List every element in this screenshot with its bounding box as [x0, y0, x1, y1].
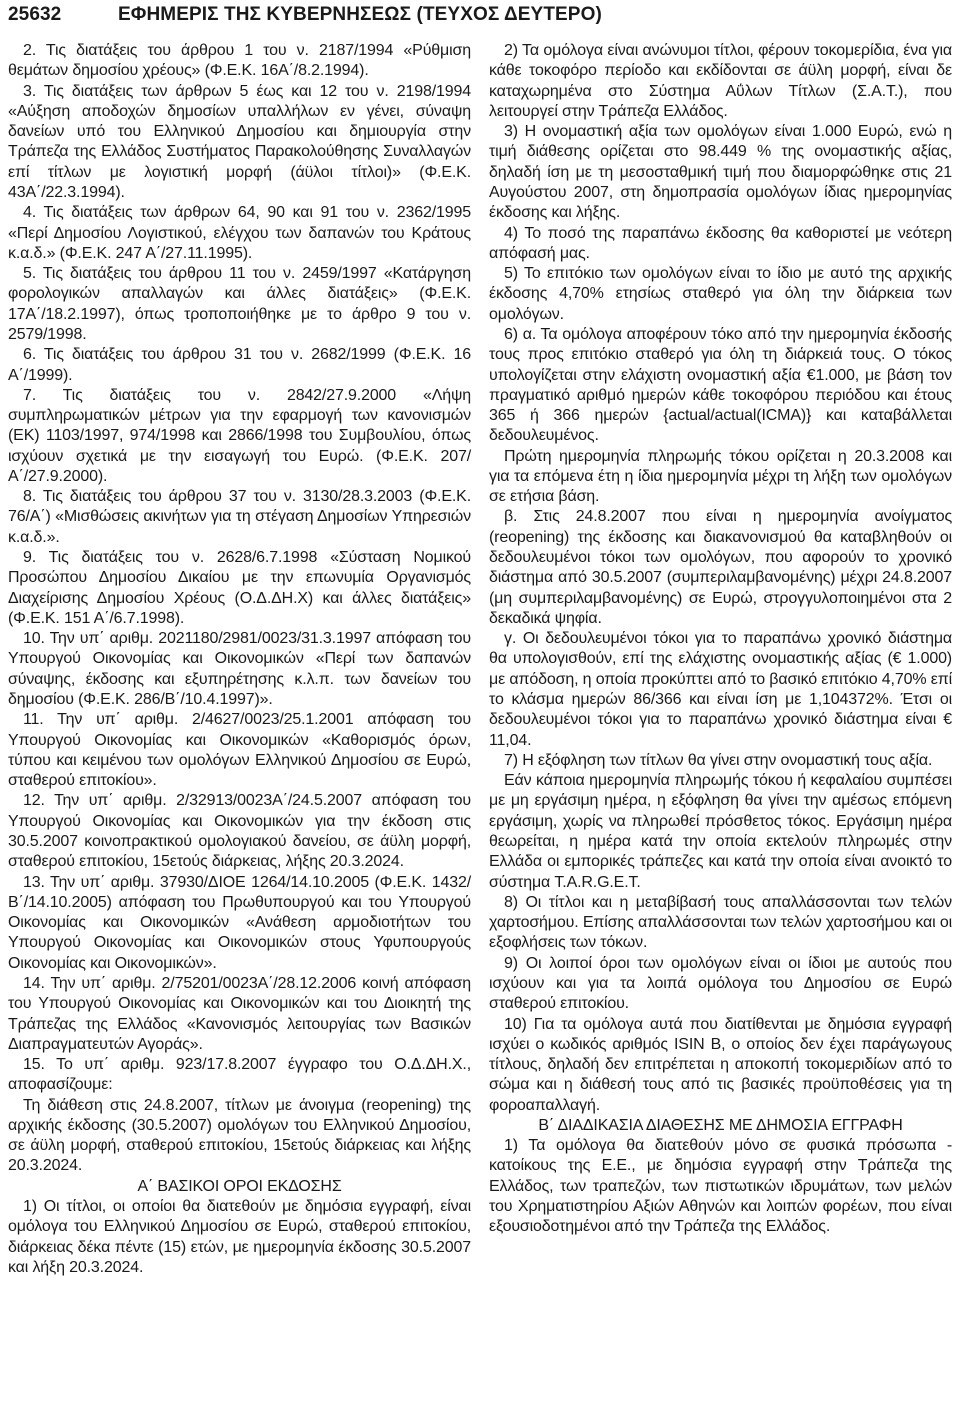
paragraph: 5) Το επιτόκιο των ομολόγων είναι το ίδιο με αυτό της αρχικής έκδοσης 4,70% ετησίως σταθερό για όλη την διάρκεια των ομολόγων.: [489, 265, 952, 323]
paragraph: 8) Οι τίτλοι και η μεταβίβασή τους απαλλάσσονται των τελών χαρτοσήμου. Επίσης απαλλάσσονται των τελών χαρτοσήμου και οι εξοφλήσεις των τόκων.: [489, 893, 952, 952]
section-heading: Β΄ ΔΙΑΔΙΚΑΣΙΑ ΔΙΑΘΕΣΗΣ ΜΕ ΔΗΜΟΣΙΑ ΕΓΓΡΑΦΗ: [538, 1116, 903, 1134]
paragraph: 3) Η ονομαστική αξία των ομολόγων είναι 1.000 Ευρώ, ενώ η τιμή διάθεσης ορίζεται στο 98.449 % της ονομαστικής αξίας, δηλαδή ίση με τη μεσοσταθμική τιμή που διαμορφώθηκε στις 21 Αυγούστου 2007, στη δημοπρασία ομολόγων ίδιας ημερομηνίας έκδοσης και λήξης.: [489, 123, 952, 222]
paragraph: 10) Για τα ομόλογα αυτά που διατίθενται με δημόσια εγγραφή ισχύει ο κωδικός αριθμός ISIN B, ο οποίος δεν έχει παράγωγους τίτλους, δηλαδή δεν επιτρέπεται η αποκοπή τοκομεριδίων από το σώμα και η διάθεσή τους από τις βασικές προϋποθέσεις για τη φοροαπαλλαγή.: [489, 1015, 952, 1114]
paragraph: Πρώτη ημερομηνία πληρωμής τόκου ορίζεται η 20.3.2008 και για τα επόμενα έτη η ίδια ημερομηνία μέχρι τη λήξη των ομολόγων σε ετήσια βάση.: [489, 447, 952, 506]
paragraph: 4) Το ποσό της παραπάνω έκδοσης θα καθοριστεί με νεότερη απόφασή μας.: [489, 224, 952, 262]
paragraph: γ. Οι δεδουλευμένοι τόκοι για το παραπάνω χρονικό διάστημα θα υπολογισθούν, επί της ελάχιστης ονομαστικής αξίας (€ 1.000) με απόδοση, η οποία προκύπτει από το βασικό επιτόκιο 4,70% επί το κλάσμα ημερών 86/366 και είναι ίση με 1,104372%. Έτσι οι δεδουλευμένοι τόκοι για το παραπάνω χρονικό διάστημα είναι € 11,04.: [489, 630, 952, 749]
paragraph: β. Στις 24.8.2007 που είναι η ημερομηνία ανοίγματος (reopening) της έκδοσης και διακανονισμού θα καταβληθούν οι δεδουλευμένοι τόκοι των ομολόγων, που αφορούν το χρονικό διάστημα από 30.5.2007 (συμπεριλαμβανομένης) μέχρι 24.8.2007 (μη συμπεριλαμβανομένης) σε Ευρώ, στρογγυλοποιημένοι στα 2 δεκαδικά ψηφία.: [489, 508, 952, 627]
paragraph: 3. Τις διατάξεις των άρθρων 5 έως και 12 του ν. 2198/1994 «Αύξηση αποδοχών δημοσίων υπαλλήλων εν γένει, σύναψη δανείων υπό του Ελληνικού Δημοσίου και δημιουργία στην Τράπεζα της Ελλάδος Συστήματος Παρακολούθησης Συναλλαγών επί τίτλων με λογιστική μορφή (άϋλοι τίτλοι)» (Φ.Ε.Κ. 43Α΄/22.3.1994).: [8, 82, 471, 201]
left-column: [8, 41, 471, 1278]
paragraph: 13. Την υπ΄ αριθμ. 37930/ΔΙΟΕ 1264/14.10.2005 (Φ.Ε.Κ. 1432/Β΄/14.10.2005) απόφαση του Πρωθυπουργού και του Υπουργού Οικονομίας και Οικονομικών «Ανάθεση αρμοδιοτήτων του Υπουργού Οικονομίας και Οικονομικών στους Υφυπουργούς Οικονομίας και Οικονομικών».: [8, 873, 471, 972]
paragraph: 6. Τις διατάξεις του άρθρου 31 του ν. 2682/1999 (Φ.Ε.Κ. 16 Α΄/1999).: [8, 346, 471, 384]
paragraph: Τη διάθεση στις 24.8.2007, τίτλων με άνοιγμα (reopening) της αρχικής έκδοσης (30.5.2007) ομολόγων του Ελληνικού Δημοσίου, σε άϋλη μορφή, σταθερού επιτοκίου, 15ετούς διάρκειας και λήξης 20.3.2024.: [8, 1096, 471, 1175]
page-number: 25632: [8, 4, 62, 25]
paragraph: 1) Οι τίτλοι, οι οποίοι θα διατεθούν με δημόσια εγγραφή, είναι ομόλογα του Ελληνικού Δημοσίου σε Ευρώ, σταθερού επιτοκίου, διάρκειας δέκα πέντε (15) ετών, με ημερομηνία έκδοσης 30.5.2007 και λήξη 20.3.2024.: [8, 1198, 471, 1276]
paragraph: 7. Τις διατάξεις του ν. 2842/27.9.2000 «Λήψη συμπληρωματικών μέτρων για την εφαρμογή των κανονισμών (ΕΚ) 1103/1997, 974/1998 και 2866/1998 του Συμβουλίου, όπως ισχύουν σχετικά με την εισαγωγή του Ευρώ. (Φ.Ε.Κ. 207/Α΄/27.9.2000).: [8, 386, 471, 485]
paragraph: 1) Τα ομόλογα θα διατεθούν μόνο σε φυσικά πρόσωπα - κατοίκους της Ε.Ε., με δημόσια εγγραφή στην Τράπεζα της Ελλάδος, των τραπεζών, των πιστωτικών ιδρυμάτων, των μελών του Χρηματιστηρίου Αξιών Αθηνών και λοιπών φορέων, που είναι εξουσιοδοτημένοι από την Τράπεζα της Ελλάδος.: [489, 1137, 952, 1236]
paragraph: 7) Η εξόφληση των τίτλων θα γίνει στην ονομαστική τους αξία.: [504, 751, 933, 769]
paragraph: 12. Την υπ΄ αριθμ. 2/32913/0023Α΄/24.5.2007 απόφαση του Υπουργού Οικονομίας και Οικονομικών για την έκδοση στις 30.5.2007 κοινοπρακτικού ομολογιακού δανείου, σε άϋλη μορφή, σταθερού επιτοκίου, 15ετούς διάρκειας, λήξης 20.3.2024.: [8, 792, 471, 871]
paragraph: 5. Τις διατάξεις του άρθρου 11 του ν. 2459/1997 «Κατάργηση φορολογικών απαλλαγών και άλλες διατάξεις» (Φ.Ε.Κ. 17Α΄/18.2.1997), όπως τροποποιήθηκε με το άρθρο 9 του ν. 2579/1998.: [8, 265, 471, 343]
paragraph: 9) Οι λοιποί όροι των ομολόγων είναι οι ίδιοι με αυτούς που ισχύουν και για τα λοιπά ομόλογα του Δημοσίου σε Ευρώ σταθερού επιτοκίου.: [489, 954, 952, 1013]
paragraph: 9. Τις διατάξεις του ν. 2628/6.7.1998 «Σύσταση Νομικού Προσώπου Δημοσίου Δικαίου με την επωνυμία Οργανισμός Διαχείρισης Δημοσίου Χρέους (Ο.Δ.ΔΗ.Χ) και άλλες διατάξεις» (Φ.Ε.Κ. 151 Α΄/6.7.1998).: [8, 549, 471, 627]
section-heading: Α΄ ΒΑΣΙΚΟΙ ΟΡΟΙ ΕΚΔΟΣΗΣ: [137, 1177, 342, 1195]
paragraph: 4. Τις διατάξεις των άρθρων 64, 90 και 91 του ν. 2362/1995 «Περί Δημοσίου Λογιστικού, ελέγχου των δαπανών του Κράτους κ.α.δ.» (Φ.Ε.Κ. 247 Α΄/27.11.1995).: [8, 204, 471, 262]
paragraph: 2) Τα ομόλογα είναι ανώνυμοι τίτλοι, φέρουν τοκομερίδια, ένα για κάθε τοκοφόρο περίοδο και εκδίδονται σε άϋλη μορφή, είναι δε καταχωρημένα στο Σύστημα Αΰλων Τίτλων (Σ.Α.Τ.), που λειτουργεί στην Τράπεζα Ελλάδος.: [489, 42, 952, 120]
paragraph: 11. Την υπ΄ αριθμ. 2/4627/0023/25.1.2001 απόφαση του Υπουργού Οικονομίας και Οικονομικών «Καθορισμός όρων, τύπου και κειμένου των ομολόγων Ελληνικού Δημοσίου σε Ευρώ, σταθερού επιτοκίου».: [8, 711, 471, 790]
paragraph: 6) α. Τα ομόλογα αποφέρουν τόκο από την ημερομηνία έκδοσής τους προς επιτόκιο σταθερό για όλη τη διάρκειά τους. Ο τόκος υπολογίζεται στην ελάχιστη ονομαστική αξία €1.000, με βάση τον πραγματικό αριθμό ημερών κάθε τοκοφόρου περιόδου και έτους 365 ή 366 ημερών {actual/actual(ICMA)} και καταβάλλεται δεδουλευμένος.: [489, 325, 952, 445]
page-header: [8, 0, 952, 30]
paragraph: 14. Την υπ΄ αριθμ. 2/75201/0023Α΄/28.12.2006 κοινή απόφαση του Υπουργού Οικονομίας και Οικονομικών και του Διοικητή της Τράπεζας της Ελλάδος «Κανονισμός λειτουργίας των Βασικών Διαπραγματευτών Αγοράς».: [8, 974, 471, 1053]
journal-title: ΕΦΗΜΕΡΙΣ ΤΗΣ ΚΥΒΕΡΝΗΣΕΩΣ (ΤΕΥΧΟΣ ΔΕΥΤΕΡΟ): [118, 4, 602, 25]
paragraph: Εάν κάποια ημερομηνία πληρωμής τόκου ή κεφαλαίου συμπέσει με μη εργάσιμη ημέρα, η εξόφληση θα γίνει την αμέσως επόμενη εργάσιμη, χωρίς να πληρωθεί πρόσθετος τόκος. Εργάσιμη ημέρα θεωρείται, η ημέρα κατά την οποία εκτελούν πληρωμές στην Ελλάδα οι εμπορικές τράπεζες και κατά την οποία είναι ανοικτό το σύστημα T.A.R.G.E.T.: [489, 772, 952, 891]
paragraph: 8. Τις διατάξεις του άρθρου 37 του ν. 3130/28.3.2003 (Φ.Ε.Κ. 76/Α΄) «Μισθώσεις ακινήτων για τη στέγαση Δημοσίων Υπηρεσιών κ.α.δ.».: [8, 488, 471, 546]
right-column: [489, 41, 952, 1238]
paragraph: 2. Τις διατάξεις του άρθρου 1 του ν. 2187/1994 «Ρύθμιση θεμάτων δημοσίου χρέους» (Φ.Ε.Κ. 16Α΄/8.2.1994).: [8, 42, 471, 80]
paragraph: 10. Την υπ΄ αριθμ. 2021180/2981/0023/31.3.1997 απόφαση του Υπουργού Οικονομίας και Οικονομικών «Περί των δαπανών σύναψης, έκδοσης και εξυπηρέτησης κ.λ.π. των δανείων του δημοσίου (Φ.Ε.Κ. 286/Β΄/10.4.1997)».: [8, 630, 471, 708]
paragraph: 15. Το υπ΄ αριθμ. 923/17.8.2007 έγγραφο του Ο.Δ.ΔΗ.Χ., αποφασίζουμε:: [8, 1056, 471, 1094]
